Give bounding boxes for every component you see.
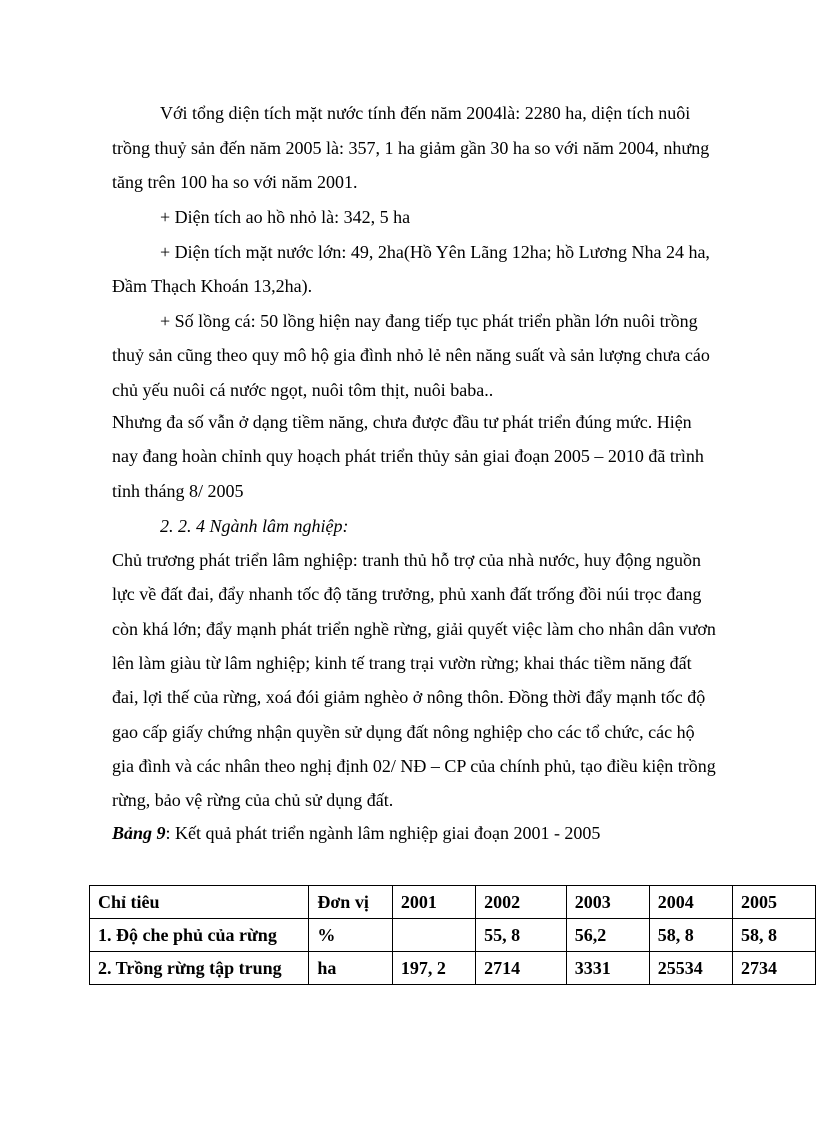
paragraph-line: + Số lồng cá: 50 lồng hiện nay đang tiếp tục phát triển phần lớn nuôi trồng xyxy=(160,311,698,331)
paragraph-line: đai, lợi thế của rừng, xoá đói giảm nghèo ở nông thôn. Đồng thời đẩy mạnh tốc độ xyxy=(112,687,706,707)
paragraph-line: Với tổng diện tích mặt nước tính đến năm 2004là: 2280 ha, diện tích nuôi xyxy=(160,103,691,123)
table-cell: 55, 8 xyxy=(476,919,567,952)
table-caption-label: Bảng 9 xyxy=(112,823,166,843)
table-header-cell: Chỉ tiêu xyxy=(90,886,309,919)
paragraph-line: + Diện tích mặt nước lớn: 49, 2ha(Hồ Yên Lãng 12ha; hồ Lương Nha 24 ha, xyxy=(160,242,710,262)
section-heading: 2. 2. 4 Ngành lâm nghiệp: xyxy=(160,516,349,536)
paragraph-line: gao cấp giấy chứng nhận quyền sử dụng đất nông nghiệp cho các tổ chức, các hộ xyxy=(112,722,695,742)
results-table xyxy=(89,885,816,985)
table-caption-text: : Kết quả phát triển ngành lâm nghiệp giai đoạn 2001 - 2005 xyxy=(165,823,601,843)
paragraph-line: Đầm Thạch Khoán 13,2ha). xyxy=(112,276,313,296)
table-cell: 56,2 xyxy=(566,919,649,952)
table-header-cell: 2005 xyxy=(732,886,815,919)
table-header-cell: 2002 xyxy=(476,886,567,919)
table-cell: ha xyxy=(309,952,392,985)
table-cell: 197, 2 xyxy=(392,952,475,985)
paragraph-line: thuỷ sản cũng theo quy mô hộ gia đình nhỏ lẻ nên năng suất và sản lượng chưa cáo xyxy=(112,345,710,365)
paragraph-line: rừng, bảo vệ rừng của chủ sử dụng đất. xyxy=(112,790,394,810)
table-header-cell: Đơn vị xyxy=(309,886,392,919)
paragraph-line: trồng thuỷ sản đến năm 2005 là: 357, 1 ha giảm gần 30 ha so với năm 2004, nhưng xyxy=(112,138,710,158)
paragraph-line: nay đang hoàn chỉnh quy hoạch phát triển thủy sản giai đoạn 2005 – 2010 đã trình xyxy=(112,446,704,466)
paragraph-line: Chủ trương phát triển lâm nghiệp: tranh thủ hỗ trợ của nhà nước, huy động nguồn xyxy=(112,550,701,570)
table-row xyxy=(90,952,816,985)
paragraph-line: tỉnh tháng 8/ 2005 xyxy=(112,481,244,501)
table-cell: 2734 xyxy=(732,952,815,985)
table-cell: 2714 xyxy=(476,952,567,985)
paragraph-line: tăng trên 100 ha so với năm 2001. xyxy=(112,172,358,192)
paragraph-line: gia đình và các nhân theo nghị định 02/ NĐ – CP của chính phủ, tạo điều kiện trồng xyxy=(112,756,716,776)
table-header-cell: 2004 xyxy=(649,886,732,919)
table-cell: 1. Độ che phủ của rừng xyxy=(90,919,309,952)
table-header-cell: 2003 xyxy=(566,886,649,919)
paragraph-line: lên làm giàu từ lâm nghiệp; kinh tế trang trại vườn rừng; khai thác tiềm năng đất xyxy=(112,653,692,673)
paragraph-line: còn khá lớn; đẩy mạnh phát triển nghề rừng, giải quyết việc làm cho nhân dân vươn xyxy=(112,619,716,639)
table-cell: % xyxy=(309,919,392,952)
table-header-cell: 2001 xyxy=(392,886,475,919)
paragraph-line: Nhưng đa số vẫn ở dạng tiềm năng, chưa được đầu tư phát triển đúng mức. Hiện xyxy=(112,412,692,432)
paragraph-line: lực về đất đai, đẩy nhanh tốc độ tăng trưởng, phủ xanh đất trống đồi núi trọc đang xyxy=(112,584,702,604)
table-cell: 3331 xyxy=(566,952,649,985)
table-cell xyxy=(392,919,475,952)
table-cell: 2. Trồng rừng tập trung xyxy=(90,952,309,985)
table-header-row xyxy=(90,886,816,919)
table-caption xyxy=(112,822,600,844)
table-cell: 58, 8 xyxy=(732,919,815,952)
table-row xyxy=(90,919,816,952)
paragraph-line: + Diện tích ao hồ nhỏ là: 342, 5 ha xyxy=(160,207,411,227)
table-cell: 25534 xyxy=(649,952,732,985)
table-cell: 58, 8 xyxy=(649,919,732,952)
paragraph-line: chủ yếu nuôi cá nước ngọt, nuôi tôm thịt, nuôi baba.. xyxy=(112,380,494,400)
